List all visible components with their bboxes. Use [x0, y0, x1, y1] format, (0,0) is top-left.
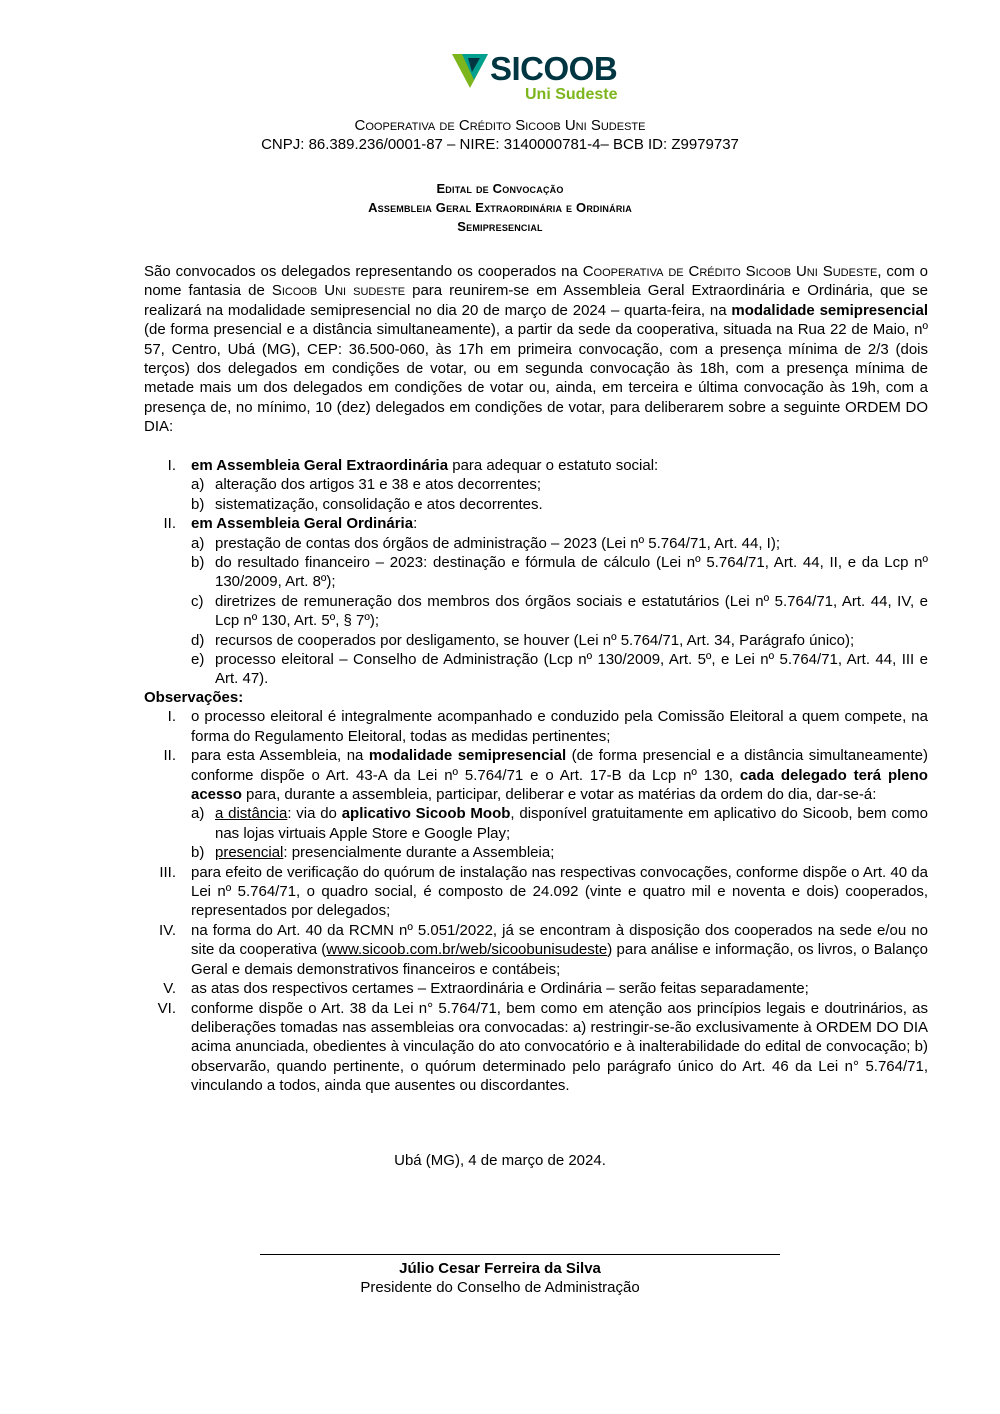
website-link[interactable]: www.sicoob.com.br/web/sicoobunisudeste [326, 941, 608, 959]
agenda-item-title: em Assembleia Geral Extraordinária [191, 457, 449, 474]
observation-item [144, 863, 928, 921]
agenda-item-title: em Assembleia Geral Ordinária [191, 515, 414, 533]
subitem-letter: a) [191, 476, 205, 494]
observation-number: IV. [159, 921, 176, 939]
subitem-text: : presencialmente durante a Assembleia; [283, 844, 555, 862]
agenda-item-text: : [413, 515, 418, 533]
subitem-text: recursos de cooperados por desligamento, se houver (Lei nº 5.764/71, Art. 34, Parágrafo único); [215, 631, 855, 649]
observation-item [144, 746, 928, 804]
observation-text: para esta Assembleia, na [191, 747, 369, 765]
observation-number: VI. [157, 999, 176, 1017]
observation-number: V. [163, 980, 176, 998]
agenda-item-ii [144, 514, 928, 533]
intro-modality: modalidade semipresencial [731, 301, 928, 319]
subitem-text: alteração dos artigos 31 e 38 e atos decorrentes; [215, 476, 542, 494]
observation-item [144, 979, 928, 998]
subitem-letter: b) [191, 495, 205, 513]
subitem-text: processo eleitoral – Conselho de Administração (Lcp nº 130/2009, Art. 5º, e Lei nº 5.764/71, Art. 44, III e Art. 47). [215, 651, 928, 688]
observation-text: para efeito de verificação do quórum de instalação nas respectivas convocações, conforme dispõe o Art. 40 da Lei nº 5.764/71, o quadro social, é composto de 24.092 (vinte e quatro mil e noventa e dois) cooperados, representados por delegados; [191, 863, 928, 920]
subitem-underlined: presencial [215, 844, 284, 862]
subitem-text: sistematização, consolidação e atos decorrentes. [215, 495, 543, 513]
subitem-letter: b) [191, 844, 205, 862]
subitem-text: : via do [287, 805, 342, 823]
observation-text: conforme dispõe o Art. 38 da Lei n° 5.764/71, bem como em atenção aos princípios legais e doutrinários, as deliberações tomadas nas assembleias ora convocadas: a) restringir-se-ão exclusivamente à ORDEM DO DIA acima anunciada, obedientes à vinculação do ato convocatório e à inalterabilidade do edital de convocação; b) observarão, quando pertinente, o quórum determinado pelo parágrafo único do Art. 46 da Lei n° 5.764/71, vinculando a todos, ainda que ausentes ou discordantes. [191, 999, 928, 1095]
subitem-letter: d) [191, 631, 205, 649]
intro-text-4: (de forma presencial e a distância simultaneamente), a partir da sede da cooperativa, situada na Rua 22 de Maio, nº 57, Centro, Ubá (MG), CEP: 36.500-060, às 17h em primeira convocação, com a presença mínima de 2/3 (dois terços) dos delegados em condições de votar, ou em segunda convocação às 18h, com a presença mínima de metade mais um dos delegados em condições de votar ou, ainda, em terceira e última convocação às 19h, com a presença de, no mínimo, 10 (dez) delegados em condições de votar, para deliberarem sobre a seguinte ORDEM DO DIA: [144, 321, 928, 436]
logo-subtitle: Uni Sudeste [525, 86, 618, 103]
observation-item [144, 999, 928, 1096]
intro-paragraph [144, 262, 928, 437]
agenda-list [144, 456, 928, 689]
title-line-3: Semipresencial [457, 219, 543, 234]
signatory-name: Júlio Cesar Ferreira da Silva [399, 1260, 601, 1277]
intro-coop-name: Cooperativa de Crédito Sicoob Uni Sudeste [582, 263, 878, 280]
observation-bold: cada delegado terá pleno acesso [191, 766, 928, 804]
intro-text-1: São convocados os delegados representando os cooperados na [144, 263, 583, 280]
subitem-letter: a) [191, 805, 205, 823]
agenda-number: II. [163, 515, 176, 533]
agenda-item-text: para adequar o estatuto social: [448, 457, 659, 474]
agenda-subitem [191, 650, 928, 689]
observations-list [144, 688, 928, 1096]
subitem-letter: c) [191, 592, 204, 610]
observation-number: I. [167, 708, 176, 726]
sicoob-logo [452, 52, 622, 106]
intro-text-3: para reunirem-se em Assembleia Geral Extraordinária e Ordinária, que se realizará na modalidade semipresencial no dia 20 de março de 2024 – quarta-feira, na [144, 282, 928, 319]
subitem-text: prestação de contas dos órgãos de administração – 2023 (Lei nº 5.764/71, Art. 44, I); [215, 534, 780, 552]
agenda-subitem [191, 592, 928, 631]
subitem-text: , disponível gratuitamente em aplicativo do Sicoob, bem como nas lojas virtuais Apple Store e Google Play; [215, 805, 928, 842]
subitem-bold: aplicativo Sicoob Moob [341, 805, 511, 823]
subitem-text: do resultado financeiro – 2023: destinação e fórmula de cálculo (Lei nº 5.764/71, Art. 44, II, e da Lcp nº 130/2009, Art. 8º); [215, 554, 928, 591]
observation-number: II. [163, 747, 176, 765]
cooperative-name: Cooperativa de Crédito Sicoob Uni Sudeste [354, 117, 646, 134]
place-date: Ubá (MG), 4 de março de 2024. [394, 1152, 606, 1169]
observation-item [144, 921, 928, 979]
observation-text: na forma do Art. 40 da RCMN nº 5.051/2022, já se encontram à disposição dos cooperados na sede e/ou no site da cooperativa ( [191, 921, 928, 959]
subitem-letter: a) [191, 534, 205, 552]
subitem-letter: e) [191, 651, 205, 669]
sicoob-logo-icon [452, 54, 488, 88]
signature-line [260, 1254, 780, 1255]
agenda-subitem [191, 553, 928, 592]
observation-subitem [191, 843, 928, 862]
observation-text: para, durante a assembleia, participar, deliberar e votar as matérias da ordem do dia, dar-se-á: [241, 786, 877, 804]
observations-title: Observações: [144, 689, 244, 706]
agenda-subitem [191, 495, 928, 514]
cooperative-ids: CNPJ: 86.389.236/0001-87 – NIRE: 3140000781-4– BCB ID: Z9979737 [261, 136, 739, 153]
intro-text-2: , com o nome fantasia de [144, 263, 929, 300]
signatory-role: Presidente do Conselho de Administração [360, 1279, 640, 1296]
agenda-subitem [191, 534, 928, 553]
observation-text: o processo eleitoral é integralmente acompanhado e conduzido pela Comissão Eleitoral a quem compete, na forma do Regulamento Eleitoral, todas as medidas pertinentes; [191, 708, 928, 745]
observation-item [144, 707, 928, 746]
title-line-1: Edital de Convocação [436, 181, 564, 196]
agenda-number: I. [167, 457, 176, 474]
subitem-letter: b) [191, 554, 205, 572]
observation-text: ) para análise e informação, os livros, o Balanço Geral e demais demonstrativos financeiros e contábeis; [191, 941, 929, 978]
agenda-item-i [144, 456, 928, 475]
subitem-underlined: a distância [215, 805, 288, 823]
subitem-text: diretrizes de remuneração dos membros dos órgãos sociais e estatutários (Lei nº 5.764/71, Art. 44, IV, e Lcp nº 130, Art. 5º, § 7º); [215, 592, 928, 630]
agenda-subitem [191, 631, 928, 650]
observation-text: (de forma presencial e a distância simultaneamente) conforme dispõe o Art. 43-A da Lei nº 5.764/71 e o Art. 17-B da Lcp nº 130, [191, 747, 928, 784]
logo-brand: SICOOB [490, 50, 618, 87]
observation-subitem [191, 804, 928, 843]
title-line-2: Assembleia Geral Extraordinária e Ordinária [368, 200, 632, 215]
observation-bold: modalidade semipresencial [368, 747, 567, 765]
observation-text: as atas dos respectivos certames – Extraordinária e Ordinária – serão feitas separadamente; [191, 980, 809, 998]
intro-fantasy-name: Sicoob Uni sudeste [271, 282, 406, 300]
agenda-subitem [191, 475, 928, 494]
observation-number: III. [159, 863, 176, 881]
